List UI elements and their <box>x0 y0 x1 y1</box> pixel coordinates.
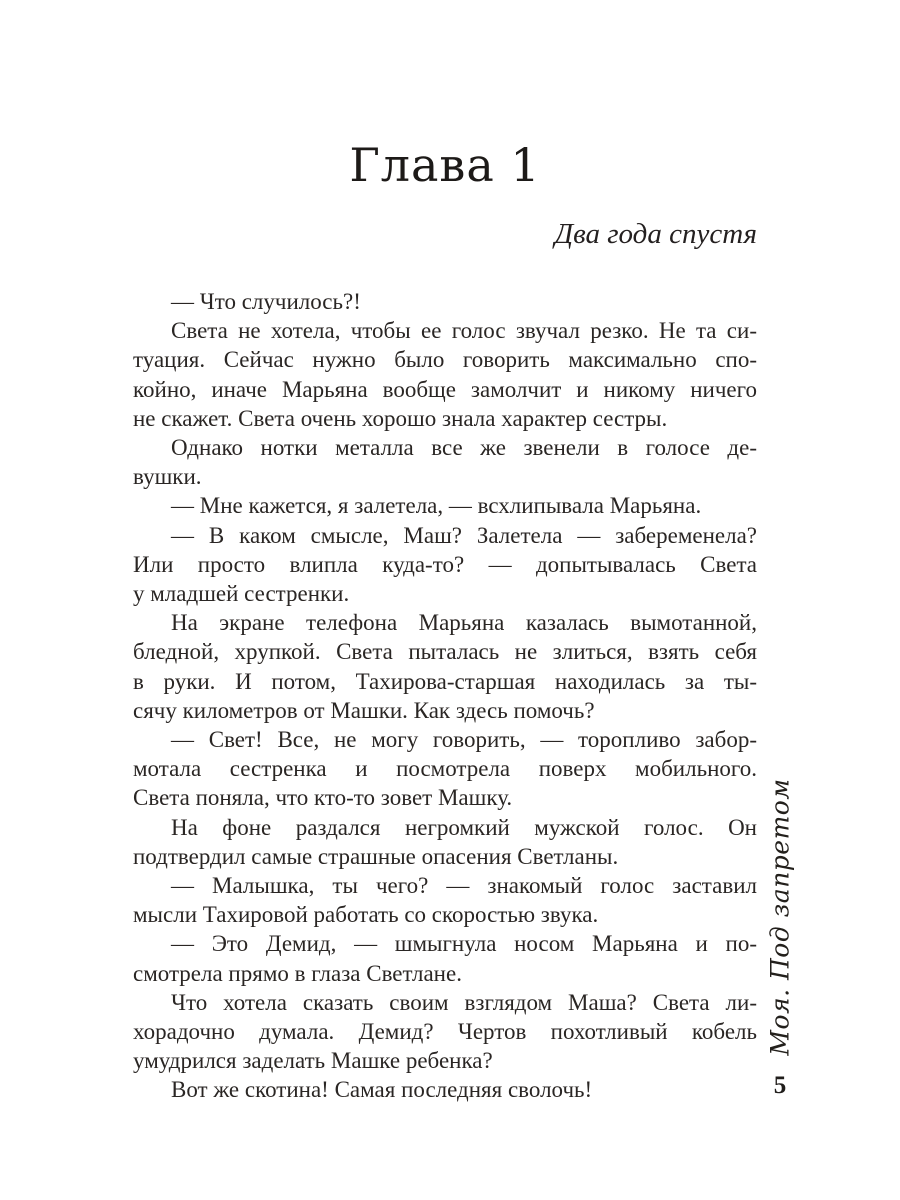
text-line: Или просто влипла куда-то? — допытывалась Света <box>133 551 757 577</box>
text-line: бледной, хрупкой. Света пыталась не злиться, взять себя <box>133 639 757 665</box>
text-line: сячу километров от Машки. Как здесь помочь? <box>133 697 595 723</box>
text-line: Света не хотела, чтобы ее голос звучал резко. Не та си- <box>171 318 757 344</box>
text-line: Вот же скотина! Самая последняя сволочь! <box>171 1077 593 1103</box>
text-line: Что хотела сказать своим взглядом Маша? Света ли- <box>171 989 757 1015</box>
text-line: у младшей сестренки. <box>133 581 350 607</box>
text-line: смотрела прямо в глаза Светлане. <box>133 960 462 986</box>
text-line: — В каком смысле, Маш? Залетела — забеременела? <box>171 522 757 548</box>
text-line: туация. Сейчас нужно было говорить максимально спо- <box>133 347 757 373</box>
section-subtitle: Два года спустя <box>554 218 757 250</box>
text-line: — Мне кажется, я залетела, — всхлипывала Марьяна. <box>171 493 702 519</box>
text-line: — Что случилось?! <box>171 289 361 314</box>
text-line: хорадочно думала. Демид? Чертов похотливый кобель <box>133 1019 757 1045</box>
body-text <box>133 287 757 1105</box>
text-line: — Свет! Все, не могу говорить, — торопливо забор- <box>171 727 757 753</box>
chapter-title: Глава 1 <box>349 138 541 192</box>
page-number: 5 <box>773 1072 787 1099</box>
text-line: На фоне раздался негромкий мужской голос. Он <box>171 814 757 840</box>
text-line: мотала сестренка и посмотрела поверх мобильного. <box>133 756 757 782</box>
text-line: в руки. И потом, Тахирова-старшая находилась за ты- <box>133 668 757 694</box>
text-line: Однако нотки металла все же звенели в голосе де- <box>171 435 757 461</box>
text-line: койно, иначе Марьяна вообще замолчит и никому ничего <box>133 376 757 402</box>
text-line: вушки. <box>133 464 202 490</box>
text-line: мысли Тахировой работать со скоростью звука. <box>133 902 599 928</box>
text-line: умудрился заделать Машке ребенка? <box>133 1048 493 1074</box>
text-line: На экране телефона Марьяна казалась вымотанной, <box>171 610 757 636</box>
text-line: Света поняла, что кто-то зовет Машку. <box>133 785 513 811</box>
text-line: — Малышка, ты чего? — знакомый голос заставил <box>171 873 757 899</box>
margin-book-title-vertical: Моя. Под запретом <box>765 778 795 1056</box>
text-line: — Это Демид, — шмыгнула носом Марьяна и по- <box>171 931 757 957</box>
text-line: подтвердил самые страшные опасения Светланы. <box>133 843 619 869</box>
text-line: не скажет. Света очень хорошо знала характер сестры. <box>133 405 668 431</box>
